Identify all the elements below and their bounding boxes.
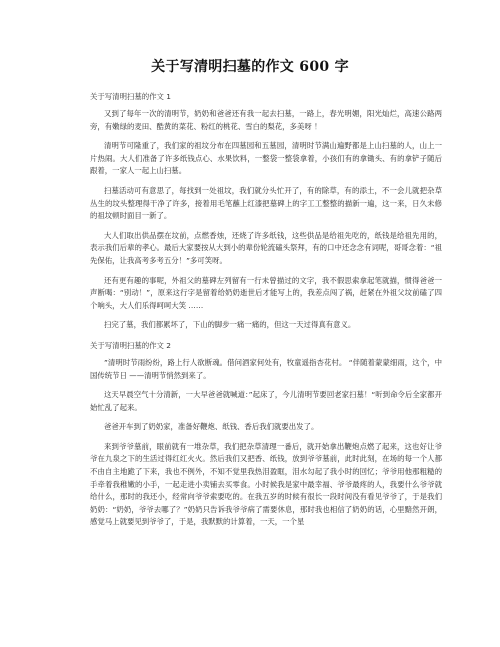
paragraph: 爸爸开车到了奶奶家，准备好鞭炮、纸钱、香后我们就要出发了。 [104,422,319,432]
paragraph: 又到了每年一次的清明节，奶奶和爸爸还有我一起去扫墓，一路上，春光明媚，阳光灿烂，高速公路两旁，有嫩绿的麦田、酷黄的菜花、粉红的桃花、雪白的梨花，多美呀 ！ [90,109,442,131]
paragraph: 还有更有趣的事呢，外祖父的墓碑左列留有一行未曾描过的文字，我不假思索拿起笔就描，惯得爸爸一声断喝：“别动！”，原来这行字是留着给奶奶逝世后才能写上的，我差点闯了祸，赶紧在外祖父坟前磕了四个响头，大人们乐得呵呵大笑 …… [90,275,442,310]
paragraph: 清明节可隆重了，我们家的祖坟分布在四墓园和五墓园，清明时节满山遍野都是上山扫墓的人，山上一片热闹。大人们准备了许多纸钱点心、水果饮料，一整袋一整袋拿着，小孩们有的拿锄头、有的拿铲子随后跟着，一家人一起上山扫墓。 [90,141,442,176]
paragraph: 扫墓活动可有意思了，每找到一处祖坟，我们就分头忙开了，有的除草，有的添土，不一会儿就把杂草丛生的坟头整理得干净了许多，接着用毛笔蘸上红漆把墓碑上的字工工整整的描新一遍，这一来，日久未修的祖坟顿时面目一新了。 [90,185,442,221]
paragraph: 这天早晨空气十分清新，一大早爸爸就喊道：”起床了，今儿清明节要回老家扫墓！“听到命令后全家都开始忙乱了起来。 [90,390,442,412]
paragraph: ”清明时节雨纷纷，路上行人欲断魂。借问酒家何处有，牧童遥指杏花村。 “伴随着蒙蒙细雨，这个，中国传统节日 ——清明节悄然到来了。 [90,357,442,380]
section-heading: 关于写清明扫墓的作文 2 [90,340,171,350]
essay-section-1 [90,90,442,332]
essay-section-2 [90,339,442,529]
paragraph: 来到爷爷墓前，眼前就有一堆杂草，我们把杂草清理一番后，就开始拿出鞭炮点燃了起来，这也好让爷爷在九泉之下的生活过得红红火火。然后我们又把香、纸钱，放到爷爷墓前，此时此刻，在场的每一个人都不由自主地跪了下来，我也不例外，不知不觉里我热泪盈眶，泪水勾起了我小时的回忆；爷爷用他那粗糙的手牵着我稚嫩的小手，一起走进小卖铺去买零食。小时候我是家中最幸福、爷爷最疼的人，我要什么爷爷就给什么，那时的我还小，经常向爷爷索要吃的。在我五岁的时候有很长一段时间没有看见爷爷了，于是我们奶奶：“奶奶，爷爷去哪了？”奶奶只告诉我爷爷病了需要休息，那时我也相信了奶奶的话，心里黯然开朗，感觉马上就要见到爷爷了，于是，我默默的计算着，一天，一个星 [90,441,442,527]
paragraph: 大人们取出供品摆在坟前，点燃香烛，还烧了许多纸钱，这些供品是给祖先吃的，纸钱是给祖先用的，表示我们后辈的孝心。最后大家要按从大到小的辈份轮流磕头祭拜，有的口中还念念有词呢，哥哥念着：“祖先保佑，让我高考多考五分！”多可笑呀。 [90,230,442,265]
document-title: 关于写清明扫墓的作文 600 字 [151,59,349,75]
paragraph: 扫完了墓，我们都累坏了，下山的脚步一痛一痛的，但这一天过得真有意义。 [104,320,356,330]
section-heading: 关于写清明扫墓的作文 1 [90,92,171,101]
